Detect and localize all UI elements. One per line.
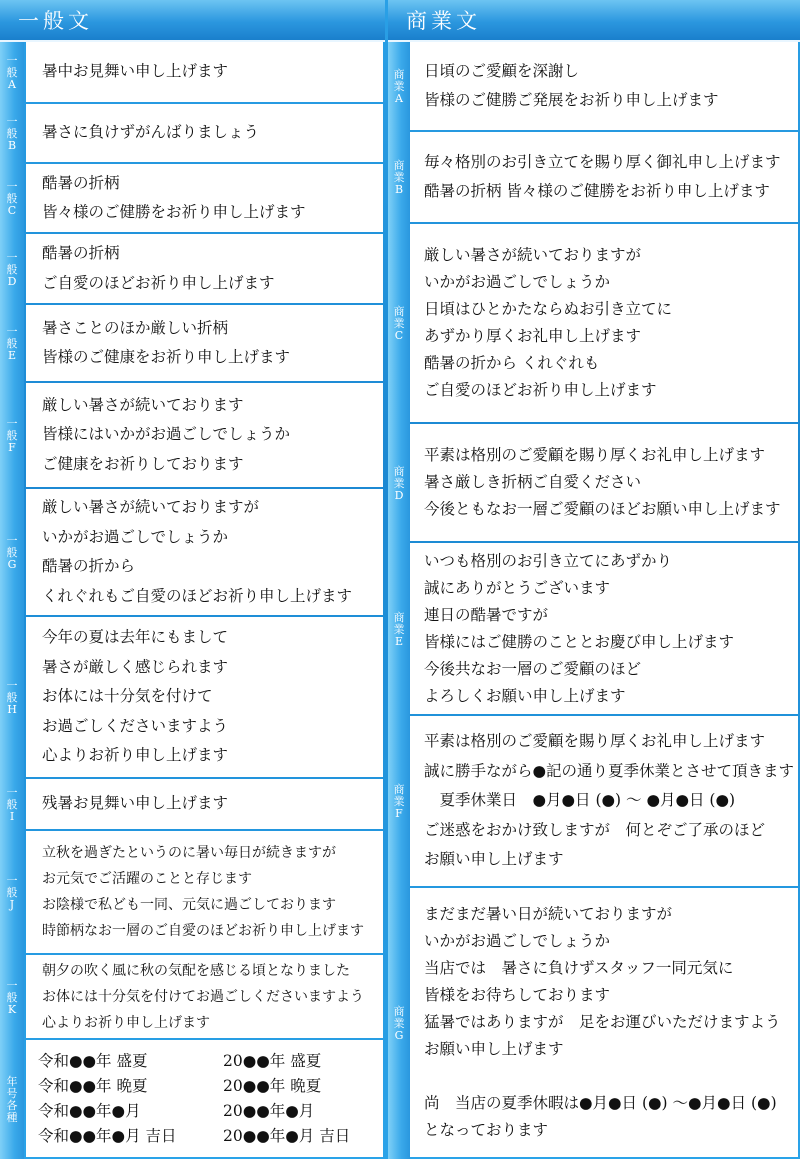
greeting-line: まだまだ暑い日が続いておりますが — [424, 905, 673, 923]
greeting-line: 皆様にはご健勝のこととお慶び申し上げます — [424, 632, 735, 651]
greeting-line: 厳しい暑さが続いておりますが — [424, 246, 642, 264]
general-row-g[interactable] — [0, 489, 385, 617]
row-tag: 商 業 E — [388, 543, 410, 716]
greeting-line: 暑中お見舞い申し上げます — [42, 62, 229, 81]
greeting-line: くれぐれもご自愛のほどお祈り申し上げます — [42, 586, 353, 605]
row-tag: 一 般 H — [0, 617, 24, 779]
date-option: 令和●●年●月 吉日 — [38, 1126, 177, 1145]
general-row-c[interactable] — [0, 164, 385, 234]
greeting-line: 酷暑の折から くれぐれも — [424, 354, 600, 372]
greeting-text — [410, 543, 798, 714]
date-option: 20●●年●月 — [223, 1101, 315, 1120]
general-row-a[interactable] — [0, 42, 385, 104]
greeting-line: お願い申し上げます — [424, 1040, 564, 1058]
greeting-line: いかがお過ごしでしょうか — [42, 527, 229, 546]
greeting-text — [26, 104, 383, 162]
greeting-text — [26, 617, 383, 777]
row-tag: 一 般 E — [0, 305, 24, 383]
row-tag: 一 般 K — [0, 955, 24, 1040]
greeting-line: 日頃はひとかたならぬお引き立てに — [424, 300, 673, 318]
greeting-text — [410, 716, 798, 886]
greeting-line: 暑さに負けずがんばりましょう — [42, 123, 260, 142]
greeting-line: 心よりお祈り申し上げます — [42, 746, 229, 765]
row-tag: 一 般 F — [0, 383, 24, 489]
greeting-line: 尚 当店の夏季休暇は●月●日 (●) 〜●月●日 (●) — [424, 1094, 777, 1112]
greeting-line: 連日の酷暑ですが — [424, 605, 549, 624]
greeting-line: 猛暑ではありますが 足をお運びいただけますよう — [424, 1013, 781, 1031]
date-option: 令和●●年 盛夏 — [38, 1051, 148, 1070]
greeting-line: 時節柄なお一層のご自愛のほどお祈り申し上げます — [42, 923, 364, 939]
greeting-line: 皆々様のご健勝をお祈り申し上げます — [42, 203, 306, 221]
greeting-line: 日頃のご愛顧を深謝し — [424, 61, 580, 80]
row-tag: 商 業 A — [388, 42, 410, 132]
row-tag: 一 般 I — [0, 779, 24, 831]
greeting-line: 今後ともなお一層ご愛顧のほどお願い申し上げます — [424, 500, 781, 518]
general-row-e[interactable] — [0, 305, 385, 383]
greeting-text — [410, 132, 798, 222]
greeting-line: お元気でご活躍のことと存じます — [42, 871, 252, 887]
greeting-line: いかがお過ごしでしょうか — [424, 273, 611, 291]
row-tag: 商 業 B — [388, 132, 410, 224]
greeting-text — [410, 424, 798, 541]
greeting-line: あずかり厚くお礼申し上げます — [424, 327, 642, 345]
greeting-line: 皆様のご健康をお祈り申し上げます — [42, 348, 291, 366]
greeting-text — [26, 234, 383, 303]
row-tag: 商 業 C — [388, 224, 410, 424]
greeting-line: よろしくお願い申し上げます — [424, 686, 626, 705]
business-column — [388, 0, 800, 1159]
greeting-line: いかがお過ごしでしょうか — [424, 932, 611, 950]
greeting-text — [26, 42, 383, 102]
greeting-line: 皆様のご健勝ご発展をお祈り申し上げます — [424, 91, 719, 109]
business-row-f[interactable] — [388, 716, 800, 888]
general-row-b[interactable] — [0, 104, 385, 164]
greeting-line: お願い申し上げます — [424, 850, 564, 869]
general-column-header — [0, 0, 385, 42]
date-option: 20●●年●月 吉日 — [223, 1126, 351, 1145]
row-tag: 一 般 A — [0, 42, 24, 104]
date-option: 20●●年 晩夏 — [223, 1076, 322, 1095]
business-row-g[interactable] — [388, 888, 800, 1159]
general-row-d[interactable] — [0, 234, 385, 305]
general-column — [0, 0, 385, 1159]
greeting-line: 平素は格別のご愛顧を賜り厚くお礼申し上げます — [424, 446, 766, 464]
greeting-line: 暑さことのほか厳しい折柄 — [42, 318, 229, 337]
general-row-f[interactable] — [0, 383, 385, 489]
general-row-j[interactable] — [0, 831, 385, 955]
row-tag: 年 号 各 種 — [0, 1040, 24, 1159]
row-tag: 商 業 G — [388, 888, 410, 1159]
greeting-line: 皆様をお待ちしております — [424, 986, 611, 1004]
business-row-e[interactable] — [388, 543, 800, 716]
row-tag: 商 業 F — [388, 716, 410, 888]
general-column-title: 一般文 — [18, 9, 93, 33]
row-tag: 一 般 G — [0, 489, 24, 617]
row-tag: 一 般 D — [0, 234, 24, 305]
general-row-h[interactable] — [0, 617, 385, 779]
greeting-line: ご健康をお祈りしております — [42, 454, 244, 473]
greeting-line: ご自愛のほどお祈り申し上げます — [424, 381, 657, 399]
general-row-k[interactable] — [0, 955, 385, 1040]
greeting-line: 暑さが厳しく感じられます — [42, 657, 229, 676]
era-dates-row[interactable] — [0, 1040, 385, 1159]
greeting-text — [410, 42, 798, 130]
greeting-text — [26, 164, 383, 232]
greeting-line: 立秋を過ぎたというのに暑い毎日が続きますが — [42, 845, 336, 861]
greeting-line: ご迷惑をおかけ致しますが 何とぞご了承のほど — [424, 820, 766, 839]
greeting-line: 今年の夏は去年にもまして — [42, 628, 229, 647]
greeting-line: ご自愛のほどお祈り申し上げます — [42, 273, 275, 292]
date-option: 令和●●年 晩夏 — [38, 1076, 148, 1095]
business-row-d[interactable] — [388, 424, 800, 543]
row-tag: 一 般 B — [0, 104, 24, 164]
greeting-line: 暑さ厳しき折柄ご自愛ください — [424, 473, 642, 491]
business-row-a[interactable] — [388, 42, 800, 132]
greeting-line: 朝夕の吹く風に秋の気配を感じる頃となりました — [42, 962, 350, 979]
date-options — [26, 1040, 383, 1157]
row-tag: 商 業 D — [388, 424, 410, 543]
greeting-line: お陰様で私ども一同、元気に過ごしております — [42, 897, 336, 913]
greeting-line: 厳しい暑さが続いております — [42, 395, 244, 414]
greeting-line: 当店では 暑さに負けずスタッフ一同元気に — [424, 959, 734, 977]
date-option: 20●●年 盛夏 — [223, 1051, 322, 1070]
greeting-line: 今後共なお一層のご愛顧のほど — [424, 659, 642, 678]
greeting-line: お体には十分気を付けてお過ごしくださいますよう — [42, 988, 364, 1005]
row-tag: 一 般 J — [0, 831, 24, 955]
greeting-blank-line — [424, 1063, 798, 1090]
date-option: 令和●●年●月 — [38, 1101, 141, 1120]
greeting-line: 平素は格別のご愛顧を賜り厚くお礼申し上げます — [424, 732, 766, 751]
greeting-line: 厳しい暑さが続いておりますが — [42, 498, 260, 516]
row-tag: 一 般 C — [0, 164, 24, 234]
greeting-line: 酷暑の折柄 — [42, 173, 120, 192]
greeting-line: お過ごしくださいますよう — [42, 716, 229, 735]
greeting-line: 心よりお祈り申し上げます — [42, 1014, 210, 1031]
business-row-c[interactable] — [388, 224, 800, 424]
greeting-line: いつも格別のお引き立てにあずかり — [424, 551, 673, 570]
greeting-text — [26, 779, 383, 829]
greeting-line: 毎々格別のお引き立てを賜り厚く御礼申し上げます — [424, 152, 781, 171]
greeting-line: 皆様にはいかがお過ごしでしょうか — [42, 425, 291, 444]
business-column-title: 商業文 — [406, 9, 481, 33]
greeting-line: 誠にありがとうございます — [424, 578, 611, 597]
greeting-line: となっております — [424, 1121, 549, 1139]
greeting-line: 夏季休業日 ●月●日 (●) 〜 ●月●日 (●) — [424, 791, 736, 810]
greeting-text — [26, 831, 383, 953]
business-row-b[interactable] — [388, 132, 800, 224]
greeting-text — [26, 955, 383, 1038]
greeting-text — [410, 224, 798, 422]
greeting-line: 酷暑の折から — [42, 557, 136, 575]
greeting-line: お体には十分気を付けて — [42, 687, 213, 706]
general-row-i[interactable] — [0, 779, 385, 831]
greeting-text — [410, 888, 798, 1157]
greeting-line: 誠に勝手ながら●記の通り夏季休業とさせて頂きます — [424, 761, 795, 780]
greeting-line: 酷暑の折柄 — [42, 244, 120, 262]
greeting-text — [26, 305, 383, 381]
greeting-line: 残暑お見舞い申し上げます — [42, 794, 229, 813]
greeting-text — [26, 383, 383, 487]
greeting-text — [26, 489, 383, 615]
greeting-line: 酷暑の折柄 皆々様のご健勝をお祈り申し上げます — [424, 182, 770, 200]
business-column-header — [388, 0, 800, 42]
